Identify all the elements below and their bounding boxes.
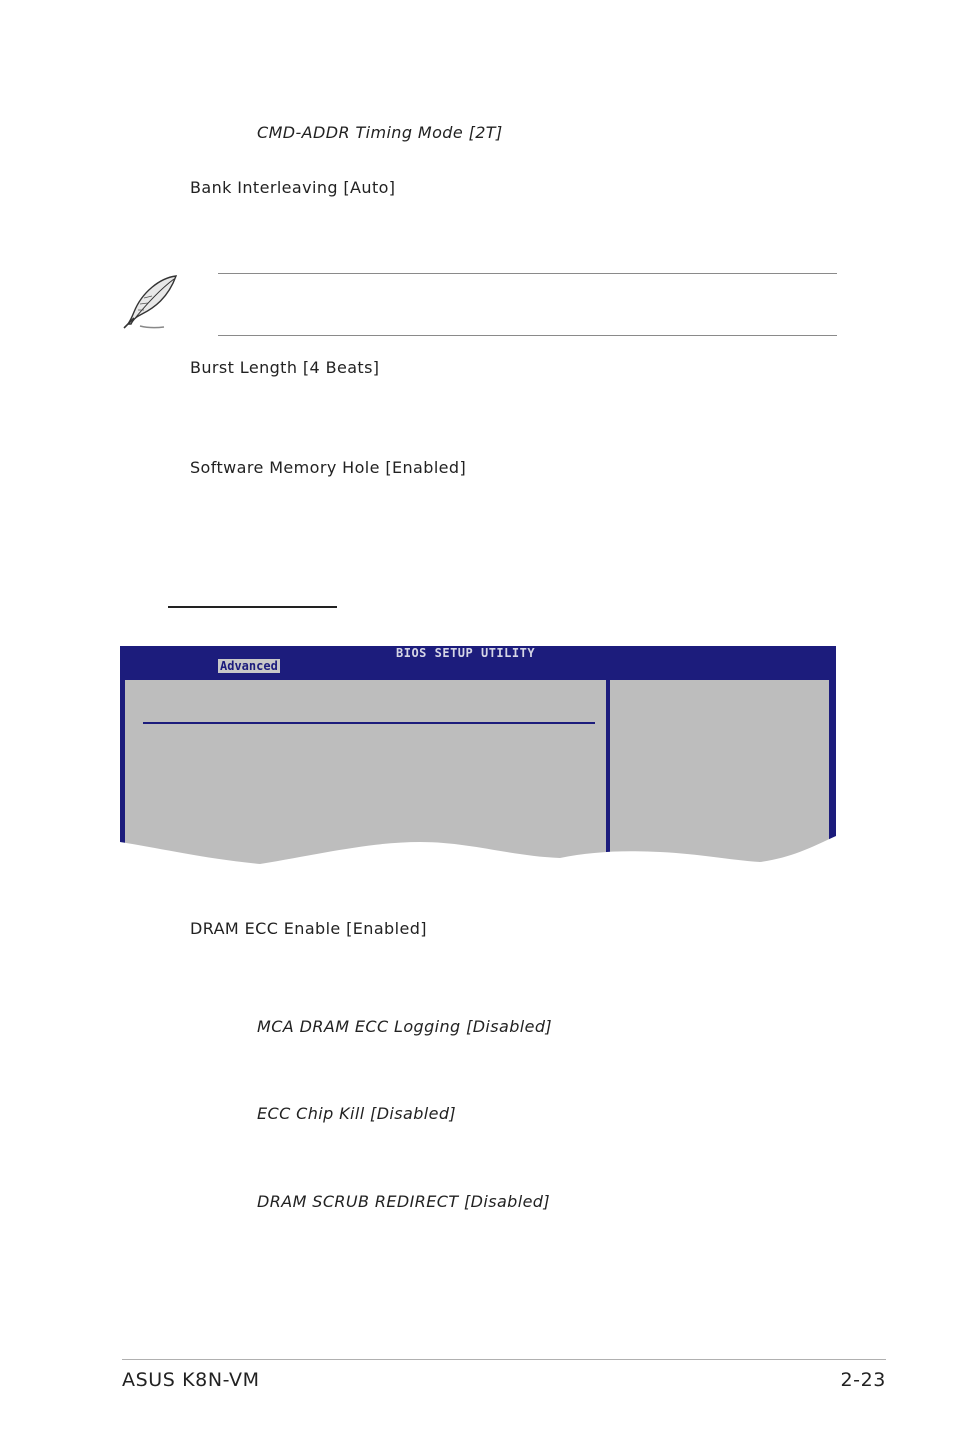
tab-advanced[interactable]: Advanced <box>220 659 278 673</box>
footer-rule <box>122 1359 886 1360</box>
dram-ecc-enable: DRAM ECC Enable [Enabled] <box>190 919 427 938</box>
section-underline <box>168 606 337 608</box>
feather-pen-icon <box>120 272 182 332</box>
bios-screenshot <box>120 646 836 868</box>
dram-scrub-redirect: DRAM SCRUB REDIRECT [Disabled] <box>257 1192 551 1211</box>
bios-title: BIOS SETUP UTILITY <box>396 646 536 660</box>
ecc-chip-kill: ECC Chip Kill [Disabled] <box>257 1104 457 1123</box>
burst-length: Burst Length [4 Beats] <box>190 358 380 377</box>
note-top-rule <box>218 273 837 274</box>
bank-interleaving: Bank Interleaving [Auto] <box>190 178 396 197</box>
footer-product: ASUS K8N-VM <box>122 1369 260 1391</box>
cmd-addr-timing-mode: CMD-ADDR Timing Mode [2T] <box>257 123 503 142</box>
software-memory-hole: Software Memory Hole [Enabled] <box>190 458 467 477</box>
footer-page-number: 2-23 <box>840 1369 886 1391</box>
bios-separator <box>143 722 595 724</box>
torn-edge <box>120 836 836 868</box>
bios-title-bar <box>120 646 836 674</box>
note-bottom-rule <box>218 335 837 336</box>
mca-dram-ecc-logging: MCA DRAM ECC Logging [Disabled] <box>257 1017 553 1036</box>
